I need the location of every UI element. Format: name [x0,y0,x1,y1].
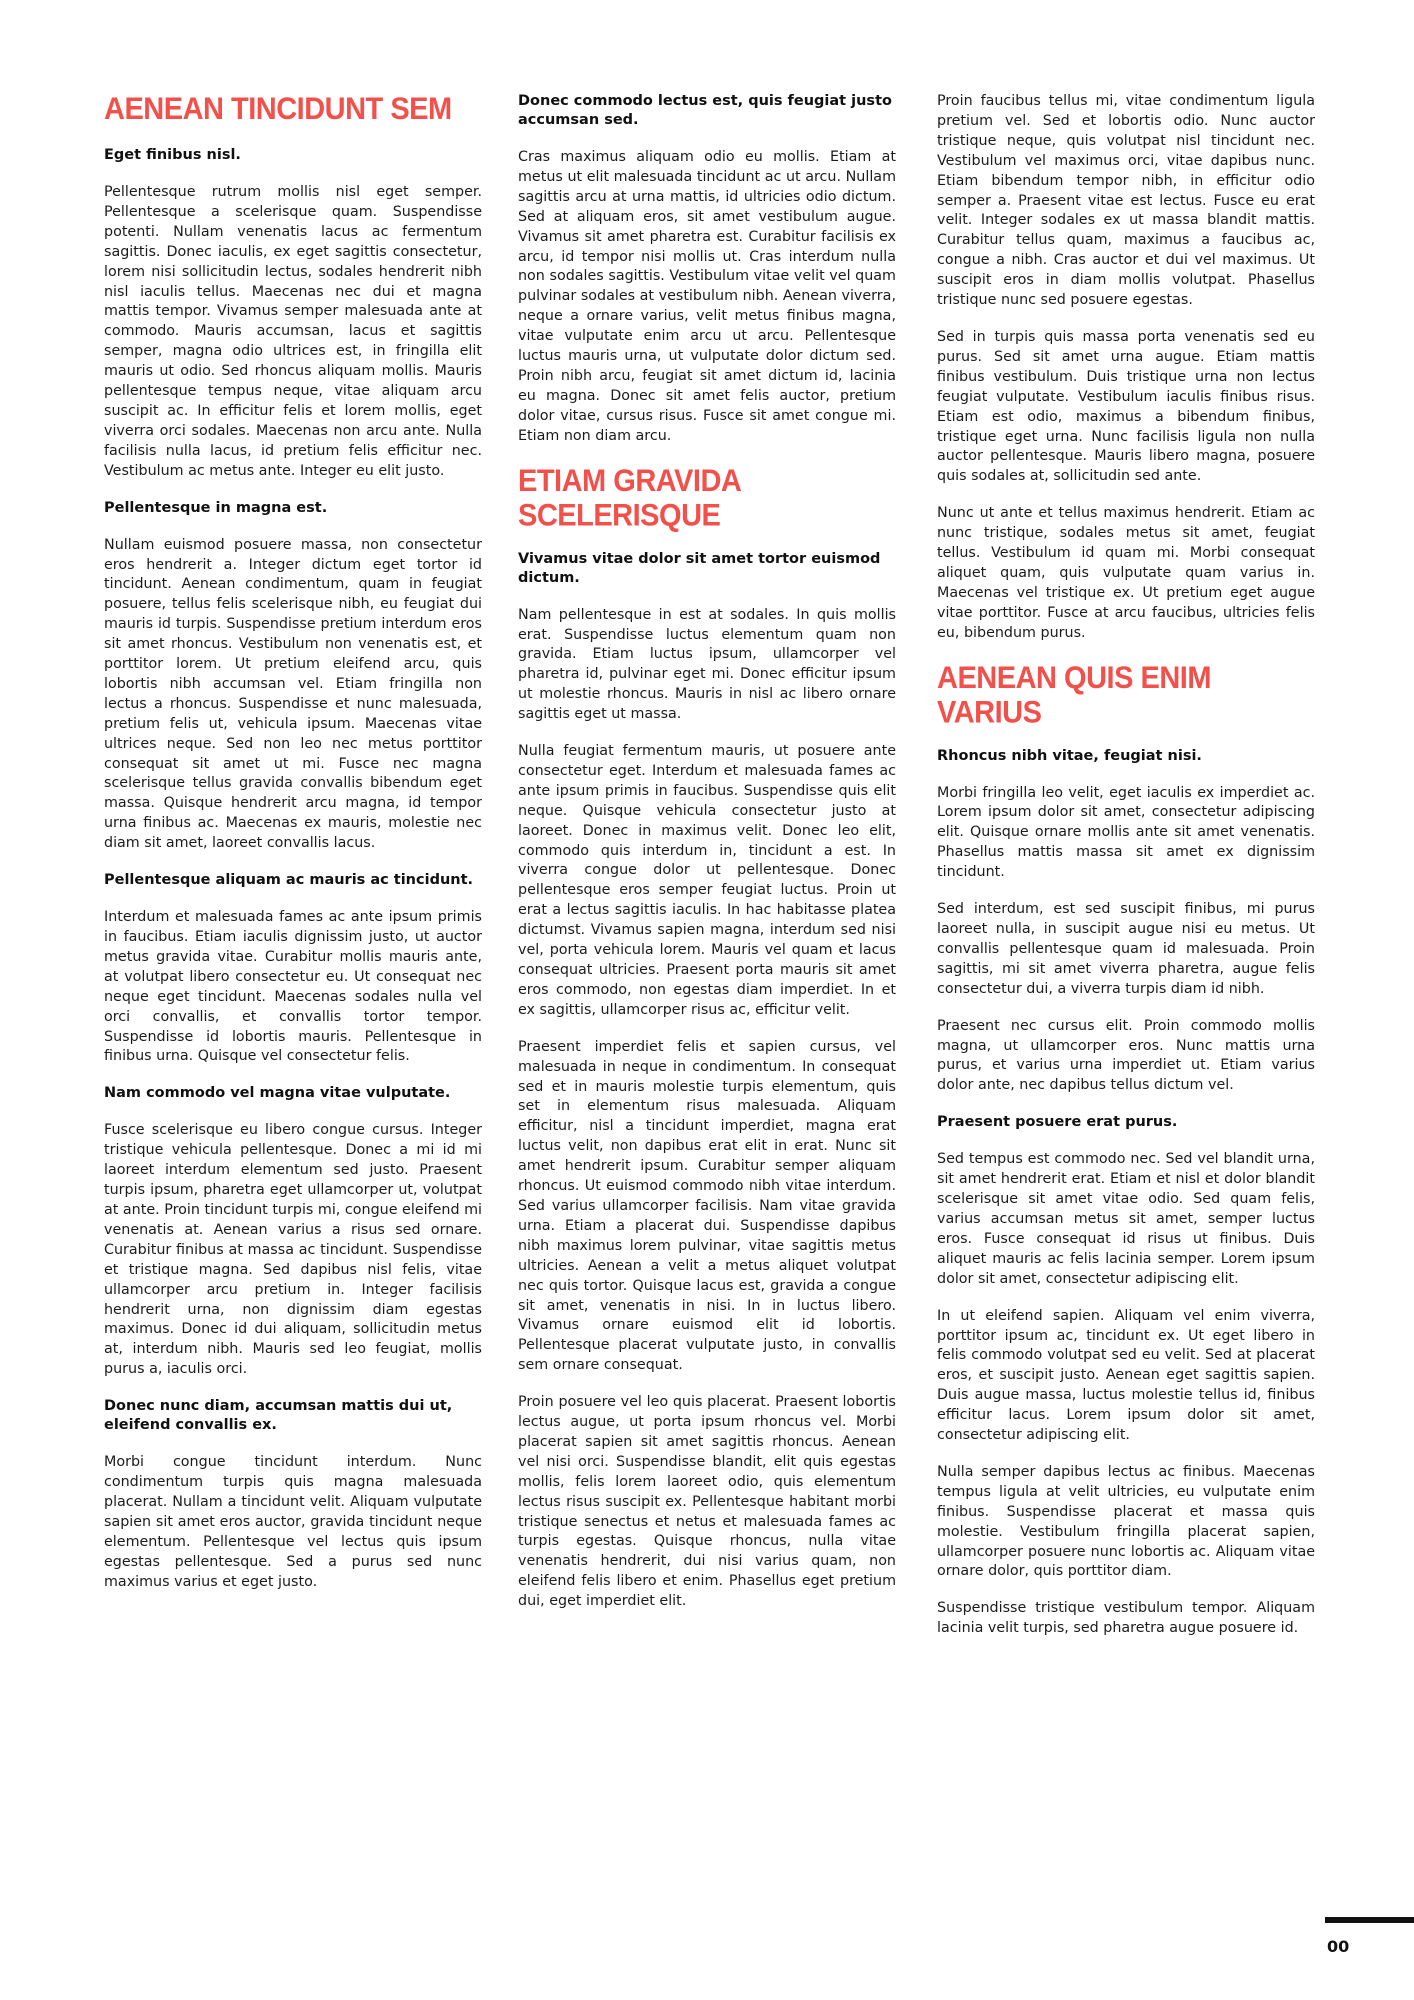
body-paragraph: Sed interdum, est sed suscipit finibus, mi purus laoreet nulla, in suscipit augue nisi eu metus. Ut convallis pellentesque quam id malesuada. Proin sagittis, mi sit amet viverra pharetra, augue felis consectetur dui, a viverra turpis diam id nibh. [937,901,1315,997]
body-paragraph: Praesent nec cursus elit. Proin commodo mollis magna, ut ullamcorper eros. Nunc mattis urna purus, et varius urna imperdiet ut. Etiam varius dolor ante, nec dapibus tellus dictum vel. [937,1017,1315,1094]
subheading: Donec nunc diam, accumsan mattis dui ut, eleifend convallis ex. [104,1398,453,1434]
subheading: Donec commodo lectus est, quis feugiat justo accumsan sed. [518,93,892,128]
section-heading: ETIAM GRAVIDA SCELERISQUE [518,463,741,533]
body-paragraph: Suspendisse tristique vestibulum tempor. Aliquam lacinia velit turpis, sed pharetra augue posuere id. [937,1600,1315,1637]
body-paragraph: Morbi congue tincidunt interdum. Nunc condimentum turpis quis magna malesuada placerat. Nullam a tincidunt velit. Aliquam vulputate sapien sit amet eros auctor, gravida tincidunt neque elementum. Pellentesque vel lectus quis ipsum egestas pellentesque. Sed a purus sed nunc maximus varius et eget justo. [104,1454,482,1590]
body-paragraph: Interdum et malesuada fames ac ante ipsum primis in faucibus. Etiam iaculis dignissim justo, ut auctor metus gravida vitae. Curabitur mollis mauris ante, at volutpat libero consectetur eu. Ut consequat nec neque eget tincidunt. Maecenas sodales nulla vel orci convallis, et convallis tortor tempor. Suspendisse id lobortis mauris. Pellentesque in finibus urna. Quisque vel consectetur felis. [104,909,482,1065]
body-paragraph: Nulla feugiat fermentum mauris, ut posuere ante consectetur eget. Interdum et malesuada fames ac ante ipsum primis in faucibus. Suspendisse quis elit neque. Quisque vehicula consectetur justo at laoreet. Donec in maximus velit. Donec leo elit, commodo quis interdum in, tincidunt a est. In viverra congue dolor ut pellentesque. Donec pellentesque eros semper feugiat luctus. Proin ut erat a lectus sagittis iaculis. In hac habitasse platea dictumst. Vivamus sapien magna, interdum sed nisi vel, porta vehicula lorem. Mauris vel quam et lacus consequat ultricies. Praesent porta mauris sit amet eros commodo, non egestas diam imperdiet. In et ex sagittis, ullamcorper risus ac, efficitur velit. [518,743,896,1018]
subheading: Nam commodo vel magna vitae vulputate. [104,1085,451,1102]
body-paragraph: Nunc ut ante et tellus maximus hendrerit. Etiam ac nunc tristique, sodales metus sit amet, feugiat tellus. Vestibulum id quam mi. Morbi consequat aliquet quam, quis vulputate quam varius in. Maecenas vel tristique ex. Ut pretium eget augue vitae porttitor. Fusce at arcu faucibus, ultricies felis eu, bibendum purus. [937,505,1315,641]
column-1 [104,92,482,1609]
footer-rule [1325,1917,1414,1923]
column-3 [937,92,1315,1656]
body-paragraph: Sed in turpis quis massa porta venenatis sed eu purus. Sed sit amet urna augue. Etiam mattis finibus vestibulum. Duis tristique urna non lectus feugiat vulputate. Vestibulum iaculis finibus risus. Etiam est odio, maximus a bibendum finibus, tristique eget urna. Nunc facilisis ligula non nulla auctor pellentesque. Mauris libero magna, posuere quis sodales at, sollicitudin sed ante. [937,328,1315,485]
section-heading: AENEAN QUIS ENIM VARIUS [937,660,1211,730]
subheading: Pellentesque aliquam ac mauris ac tincidunt. [104,872,474,889]
body-paragraph: Nullam euismod posuere massa, non consectetur eros hendrerit a. Integer dictum eget tortor id tincidunt. Aenean condimentum, quam in feugiat posuere, tellus felis scelerisque nibh, eu feugiat dui mauris id turpis. Suspendisse pretium interdum eros sit amet rhoncus. Vestibulum non venenatis est, et porttitor lorem. Ut pretium eleifend arcu, quis lobortis nibh accumsan vel. Etiam fringilla non lectus a rhoncus. Suspendisse et nunc malesuada, pretium felis ut, vehicula ipsum. Maecenas vitae ultrices neque. Sed non leo nec metus porttitor consequat sit amet ut mi. Fusce nec magna scelerisque tellus gravida convallis bibendum eget massa. Quisque hendrerit arcu magna, id tempor urna finibus ac. Maecenas ex mauris, molestie nec diam sit amet, laoreet convallis lacus. [104,536,482,852]
body-paragraph: Nulla semper dapibus lectus ac finibus. Maecenas tempus ligula at velit ultricies, eu vulputate enim finibus. Suspendisse placerat et massa quis molestie. Vestibulum fringilla placerat sapien, ullamcorper posuere nunc lobortis ac. Aliquam vitae ornare dolor, quis porttitor diam. [937,1463,1315,1580]
subheading: Vivamus vitae dolor sit amet tortor euismod dictum. [518,550,881,586]
body-paragraph: Cras maximus aliquam odio eu mollis. Etiam at metus ut elit malesuada tincidunt ac ut arcu. Nullam sagittis arcu at urna mattis, id ultricies odio dictum. Sed at aliquam eros, sit amet vestibulum augue. Vivamus sit amet pharetra est. Curabitur facilisis ex arcu, id tempor nisi mollis ut. Cras interdum nulla non sodales sagittis. Vestibulum vitae velit vel quam pulvinar sodales at vestibulum nibh. Aenean viverra, neque a ornare varius, velit metus finibus magna, vitae vulputate enim arcu ut arcu. Pellentesque luctus mauris urna, ut vulputate dolor dictum sed. Proin nibh arcu, feugiat sit amet dictum id, lacinia eu magna. Donec sit amet felis auctor, pretium dolor vitae, cursus risus. Fusce sit amet congue mi. Etiam non diam arcu. [518,149,896,444]
body-paragraph: Fusce scelerisque eu libero congue cursus. Integer tristique vehicula pellentesque. Donec a mi id mi laoreet interdum elementum sed justo. Praesent turpis ipsum, pharetra eget ullamcorper ut, volutpat at ante. Proin tincidunt turpis mi, congue eleifend mi venenatis at. Aenean varius a risus sed ornare. Curabitur finibus at massa ac tincidunt. Suspendisse et tristique magna. Sed dapibus nisl felis, vitae ullamcorper arcu pretium in. Integer facilisis hendrerit urna, non dignissim diam egestas maximus. Donec id dui aliquam, sollicitudin metus at, interdum nibh. Mauris sed leo feugiat, mollis purus a, iaculis orci. [104,1122,482,1378]
subheading: Pellentesque in magna est. [104,499,328,516]
section-heading: AENEAN TINCIDUNT SEM [104,92,452,127]
subheading: Rhoncus nibh vitae, feugiat nisi. [937,747,1202,764]
body-paragraph: Pellentesque rutrum mollis nisl eget semper. Pellentesque a scelerisque quam. Suspendisse potenti. Nullam venenatis lacus ac fermentum sagittis. Donec iaculis, ex eget sagittis consectetur, lorem nisi sollicitudin lectus, sodales hendrerit nibh nisl iaculis tellus. Maecenas nec dui et magna mattis tempor. Vivamus semper malesuada ante at commodo. Mauris accumsan, lacus et sagittis semper, magna odio ultrices est, in fringilla elit mauris ut odio. Sed rhoncus aliquam mollis. Mauris pellentesque tempus neque, vitae aliquam arcu suscipit ac. In efficitur felis et lorem mollis, eget viverra orci sodales. Maecenas non arcu ante. Nulla facilisis nulla lacus, id pretium felis efficitur nec. Vestibulum ac metus ante. Integer eu elit justo. [104,184,482,479]
body-paragraph: In ut eleifend sapien. Aliquam vel enim viverra, porttitor ipsum ac, tincidunt ex. Ut eget libero in felis commodo volutpat sed eu velit. Sed at placerat eros, et suscipit justo. Aenean eget sagittis sapien. Duis augue massa, luctus molestie tellus id, finibus efficitur lacus. Lorem ipsum dolor sit amet, consectetur adipiscing elit. [937,1307,1315,1444]
column-2 [518,92,896,1629]
subheading: Praesent posuere erat purus. [937,1114,1178,1131]
body-paragraph: Praesent imperdiet felis et sapien cursus, vel malesuada in neque in condimentum. In consequat sed et in mauris molestie turpis elementum, quis set in elementum risus malesuada. Aliquam efficitur, nisl a tincidunt imperdiet, magna erat luctus velit, non dapibus erat elit in erat. Nunc sit amet hendrerit ipsum. Curabitur semper aliquam rhoncus. Ut euismod commodo nibh vitae interdum. Sed varius ullamcorper facilisis. Nam vitae gravida urna. Etiam a placerat dui. Suspendisse dapibus nibh maximus lorem pulvinar, vitae sagittis metus ultricies. Aenean a velit a metus aliquet volutpat nec quis tortor. Quisque lacus est, gravida a congue sit amet, venenatis in nisi. In in luctus libero. Vivamus ornare euismod elit id lobortis. Pellentesque placerat vulputate justo, in convallis sem ornare consequat. [518,1038,896,1374]
body-paragraph: Proin posuere vel leo quis placerat. Praesent lobortis lectus augue, ut porta ipsum rhoncus vel. Morbi placerat sapien sit amet sagittis rhoncus. Aenean vel nisi orci. Suspendisse blandit, elit quis egestas mollis, felis lorem laoreet odio, quis elementum lectus risus suscipit ex. Pellentesque habitant morbi tristique senectus et netus et malesuada fames ac turpis egestas. Quisque rhoncus, nulla vitae venenatis hendrerit, dui nisi varius quam, non eleifend felis libero et enim. Phasellus eget pretium dui, eget imperdiet elit. [518,1394,896,1610]
subheading: Eget finibus nisl. [104,147,241,163]
body-paragraph: Sed tempus est commodo nec. Sed vel blandit urna, sit amet hendrerit erat. Etiam et nisl et dolor blandit scelerisque sit amet vitae odio. Sed quam felis, varius accumsan metus sit amet, semper luctus eros. Fusce consequat id risus ut finibus. Duis aliquet mauris ac felis lacinia semper. Lorem ipsum dolor sit amet, consectetur adipiscing elit. [937,1151,1315,1287]
body-paragraph: Proin faucibus tellus mi, vitae condimentum ligula pretium vel. Sed et lobortis odio. Nunc auctor tristique neque, quis volutpat nisl tincidunt nec. Vestibulum vel maximus orci, vitae dapibus nunc. Etiam bibendum tempor nibh, in efficitur odio semper a. Praesent vitae est lectus. Fusce eu erat velit. Integer sodales ex ut massa blandit mattis. Curabitur tellus quam, maximus a faucibus ac, congue a nibh. Cras auctor et dui vel maximus. Ut suscipit eros in diam mollis volutpat. Phasellus tristique nunc sed posuere egestas. [937,93,1315,309]
page-number: 00 [1327,1937,1350,1956]
body-paragraph: Nam pellentesque in est at sodales. In quis mollis erat. Suspendisse luctus elementum quam non gravida. Etiam luctus ipsum, ullamcorper vel pharetra id, pulvinar eget mi. Donec efficitur ipsum ut molestie rhoncus. Mauris in nisl ac libero ornare sagittis eget ut massa. [518,606,896,723]
body-paragraph: Morbi fringilla leo velit, eget iaculis ex imperdiet ac. Lorem ipsum dolor sit amet, consectetur adipiscing elit. Quisque ornare mollis ante sit amet venenatis. Phasellus mattis massa sit amet ex dignissim tincidunt. [937,784,1315,881]
